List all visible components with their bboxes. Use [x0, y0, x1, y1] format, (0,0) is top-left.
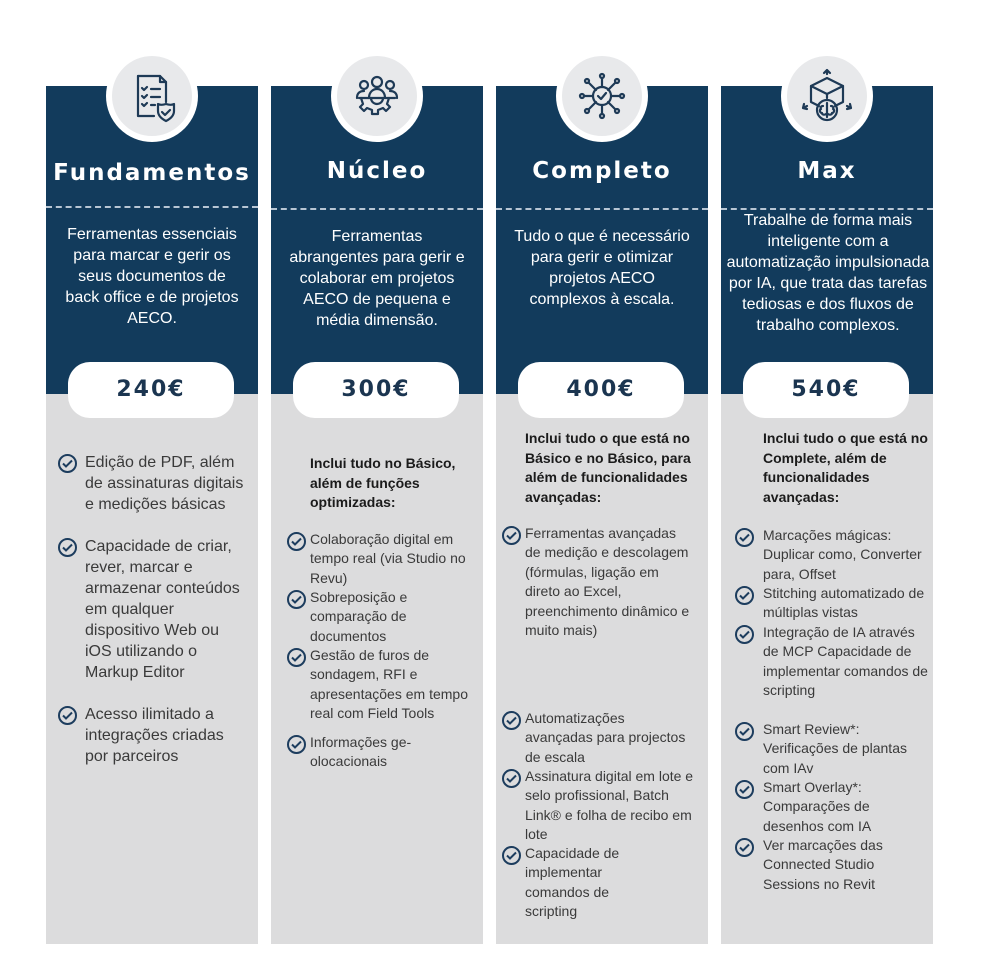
- plan-price: 240€: [68, 362, 234, 418]
- list-item: [46, 704, 258, 767]
- list-item: [496, 524, 708, 709]
- feature-text: Ver marcações das Connected Studio Sessions no Revit: [763, 837, 883, 892]
- list-item: [721, 778, 933, 836]
- plan-description: Trabalhe de forma mais inteligente com a automatização impulsionada por IA, que trata das tarefas tediosas e dos fluxos de trabalho complexos.: [726, 212, 930, 334]
- plan-intro: Inclui tudo no Básico, além de funções optimizadas:: [310, 455, 456, 510]
- feature-text: Smart Overlay*: Comparações de desenhos com IA: [763, 779, 872, 834]
- plan-description: Ferramentas abrangentes para gerir e colaborar em projetos AECO de pequena e média dimensão.: [289, 228, 465, 329]
- plan-icon-badge: [331, 50, 423, 142]
- check-circle-icon: [735, 780, 754, 799]
- plan-title: Núcleo: [326, 158, 428, 184]
- plan-description: Tudo o que é necessário para gerir e otimizar projetos AECO complexos à escala.: [514, 228, 690, 308]
- check-circle-icon: [58, 538, 77, 557]
- divider: [271, 208, 483, 210]
- check-circle-icon: [735, 586, 754, 605]
- plan-price: 540€: [743, 362, 909, 418]
- feature-text: Ferramentas avançadas de medição e descolagem (fórmulas, ligação em direto ao Excel, preenchimento dinâmico e muito mais): [525, 525, 690, 639]
- list-item: [721, 623, 933, 720]
- plan-icon-badge: [781, 50, 873, 142]
- plan-price: 300€: [293, 362, 459, 418]
- plan-price: 400€: [518, 362, 684, 418]
- divider: [46, 206, 258, 208]
- feature-text: Colaboração digital em tempo real (via Studio no Revu): [310, 531, 466, 586]
- check-circle-icon: [287, 648, 306, 667]
- feature-list: [46, 452, 258, 767]
- feature-text: Smart Review*: Verificações de plantas com IAv: [763, 721, 907, 776]
- feature-text: Capacidade de criar, rever, marcar e armazenar conteúdos em qualquer dispositivo Web ou iOS utilizando o Markup Editor: [85, 538, 240, 681]
- plan-icon-badge: [556, 50, 648, 142]
- ai-brain-cube-icon: [799, 68, 855, 124]
- feature-text: Automatizações avançadas para projectos de escala: [525, 710, 686, 765]
- check-circle-icon: [735, 722, 754, 741]
- list-item: [721, 526, 933, 584]
- check-circle-icon: [735, 625, 754, 644]
- list-item: [496, 844, 708, 922]
- list-item: [271, 588, 483, 646]
- feature-text: Informações ge-olocacionais: [310, 734, 412, 770]
- feature-text: Capacidade de implementar comandos de scripting: [525, 845, 620, 920]
- feature-text: Integração de IA através de MCP Capacidade de implementar comandos de scripting: [763, 624, 928, 699]
- feature-text: Marcações mágicas: Duplicar como, Converter para, Offset: [763, 527, 922, 582]
- list-item: [721, 836, 933, 894]
- list-item: [496, 709, 708, 767]
- network-check-icon: [574, 68, 630, 124]
- feature-text: Gestão de furos de sondagem, RFI e apresentações em tempo real com Field Tools: [310, 647, 468, 722]
- plan-icon-badge: [106, 50, 198, 142]
- list-item: [271, 646, 483, 733]
- plan-title: Fundamentos: [53, 160, 251, 186]
- list-item: [46, 536, 258, 704]
- check-circle-icon: [502, 846, 521, 865]
- check-circle-icon: [58, 454, 77, 473]
- plan-card-max: [721, 86, 933, 944]
- check-circle-icon: [502, 526, 521, 545]
- check-circle-icon: [502, 769, 521, 788]
- plan-card-nucleo: [271, 86, 483, 944]
- plan-intro: Inclui tudo o que está no Básico e no Básico, para além de funcionalidades avançadas:: [525, 430, 691, 505]
- plan-description: Ferramentas essenciais para marcar e gerir os seus documentos de back office e de projetos AECO.: [65, 226, 239, 327]
- check-circle-icon: [58, 706, 77, 725]
- team-gear-icon: [349, 68, 405, 124]
- plan-intro: Inclui tudo o que está no Complete, além de funcionalidades avançadas:: [763, 430, 928, 505]
- check-circle-icon: [287, 532, 306, 551]
- list-item: [496, 767, 708, 844]
- check-circle-icon: [287, 590, 306, 609]
- document-checklist-shield-icon: [124, 68, 180, 124]
- feature-text: Assinatura digital em lote e selo profissional, Batch Link® e folha de recibo em lote: [525, 768, 694, 843]
- feature-list: [496, 524, 708, 922]
- feature-text: Sobreposição e comparação de documentos: [310, 589, 408, 644]
- feature-text: Stitching automatizado de múltiplas vistas: [763, 585, 925, 621]
- feature-list: [721, 526, 933, 894]
- plan-title: Max: [797, 158, 857, 184]
- feature-text: Edição de PDF, além de assinaturas digitais e medições básicas: [85, 454, 244, 513]
- plan-card-completo: [496, 86, 708, 944]
- list-item: [271, 530, 483, 588]
- list-item: [46, 452, 258, 536]
- list-item: [721, 720, 933, 778]
- list-item: [271, 733, 483, 772]
- check-circle-icon: [735, 838, 754, 857]
- divider: [496, 208, 708, 210]
- plan-title: Completo: [532, 158, 672, 184]
- check-circle-icon: [735, 528, 754, 547]
- feature-list: [271, 530, 483, 772]
- check-circle-icon: [502, 711, 521, 730]
- feature-text: Acesso ilimitado a integrações criadas por parceiros: [85, 706, 224, 765]
- list-item: [721, 584, 933, 623]
- check-circle-icon: [287, 735, 306, 754]
- plan-card-fundamentos: [46, 86, 258, 944]
